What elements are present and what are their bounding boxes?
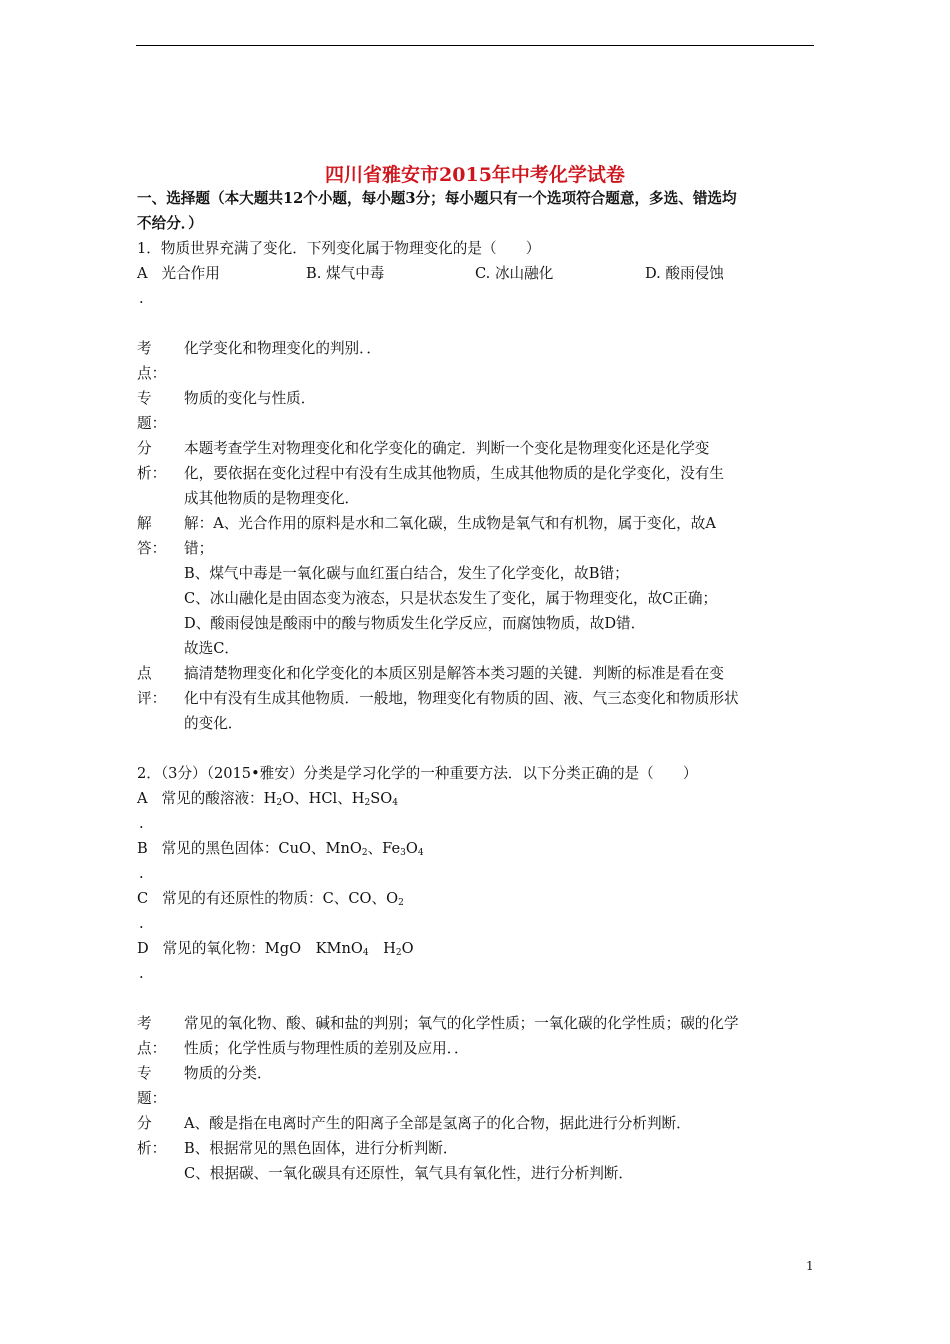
q1-zhuanti-text: 物质的变化与性质． <box>184 390 316 407</box>
q1-kaodian-label-2: 点： <box>137 365 167 382</box>
q1-jieda-line: C、冰山融化是由固态变为液态，只是状态发生了变化，属于物理变化，故C正确； <box>184 590 718 607</box>
q2-option-dot: . <box>139 815 144 832</box>
q2-stem: 2．（3分）（2015•雅安）分类是学习化学的一种重要方法．以下分类正确的是（ ） <box>137 765 698 782</box>
q1-option-a: A 光合作用 <box>137 265 220 282</box>
section-heading-line2: 不给分．） <box>137 215 203 232</box>
header-rule <box>136 45 814 46</box>
q2-fenxi-line: A、酸是指在电离时产生的阳离子全部是氢离子的化合物，据此进行分析判断． <box>184 1115 691 1132</box>
q2-kaodian-line: 常见的氧化物、酸、碱和盐的判别；氧气的化学性质；一氧化碳的化学性质；碳的化学 <box>184 1015 739 1032</box>
q1-option-d: D. 酸雨侵蚀 <box>645 265 724 282</box>
q1-fenxi-line: 本题考查学生对物理变化和化学变化的确定．判断一个变化是物理变化还是化学变 <box>184 440 710 457</box>
q1-jieda-line: 错； <box>184 540 214 557</box>
q2-option-dot: . <box>139 915 144 932</box>
q1-fenxi-label-2: 析： <box>137 465 167 482</box>
q1-fenxi-line: 化，要依据在变化过程中有没有生成其他物质，生成其他物质的是化学变化，没有生 <box>184 465 724 482</box>
page-number: 1 <box>806 1259 814 1273</box>
q1-jieda-line: 故选C． <box>184 640 239 657</box>
q2-option-a: A 常见的酸溶液：$H_2O$、HCl、$H_2SO_4$ <box>137 790 398 808</box>
q2-zhuanti-text: 物质的分类． <box>184 1065 272 1082</box>
q1-dianping-line: 的变化． <box>184 715 243 732</box>
section-heading-line1: 一、选择题（本大题共12个小题，每小题3分；每小题只有一个选项符合题意，多选、错选均 <box>137 190 737 207</box>
q1-kaodian-label-1: 考 <box>137 340 152 357</box>
q2-fenxi-label-2: 析： <box>137 1140 167 1157</box>
q1-jieda-line: 解：A、光合作用的原料是水和二氧化碳，生成物是氧气和有机物，属于变化，故A <box>184 515 716 532</box>
q2-fenxi-label-1: 分 <box>137 1115 152 1132</box>
q1-option-dot: . <box>139 290 144 307</box>
q2-kaodian-line: 性质；化学性质与物理性质的差别及应用．． <box>184 1040 469 1057</box>
page-title: 四川省雅安市2015年中考化学试卷 <box>325 164 625 186</box>
q1-dianping-line: 搞清楚物理变化和化学变化的本质区别是解答本类习题的关键．判断的标准是看在变 <box>184 665 724 682</box>
q1-dianping-label-1: 点 <box>137 665 152 682</box>
q1-jieda-label-2: 答： <box>137 540 167 557</box>
q1-stem: 1．物质世界充满了变化．下列变化属于物理变化的是（ ） <box>137 240 541 257</box>
q1-kaodian-text: 化学变化和物理变化的判别．． <box>184 340 382 357</box>
q2-kaodian-label-2: 点： <box>137 1040 167 1057</box>
q2-option-d: D 常见的氧化物：MgO KMnO$_4$ $H_2O$ <box>137 940 414 958</box>
q1-jieda-line: D、酸雨侵蚀是酸雨中的酸与物质发生化学反应，而腐蚀物质，故D错． <box>184 615 646 632</box>
q1-dianping-line: 化中有没有生成其他物质．一般地，物理变化有物质的固、液、气三态变化和物质形状 <box>184 690 739 707</box>
q2-fenxi-line: B、根据常见的黑色固体，进行分析判断． <box>184 1140 458 1157</box>
q1-dianping-label-2: 评： <box>137 690 167 707</box>
q2-zhuanti-label-1: 专 <box>137 1065 152 1082</box>
q1-zhuanti-label-1: 专 <box>137 390 152 407</box>
q1-fenxi-line: 成其他物质的是物理变化． <box>184 490 360 507</box>
q2-fenxi-line: C、根据碳、一氧化碳具有还原性，氧气具有氧化性，进行分析判断． <box>184 1165 633 1182</box>
q1-option-b: B. 煤气中毒 <box>306 265 385 282</box>
q2-option-dot: . <box>139 965 144 982</box>
q1-jieda-line: B、煤气中毒是一氧化碳与血红蛋白结合，发生了化学变化，故B错； <box>184 565 629 582</box>
q1-jieda-label-1: 解 <box>137 515 152 532</box>
q2-kaodian-label-1: 考 <box>137 1015 152 1032</box>
q2-option-b: B 常见的黑色固体：CuO、MnO$_2$、$Fe_3O_4$ <box>137 840 424 858</box>
q2-zhuanti-label-2: 题： <box>137 1090 167 1107</box>
q1-option-c: C. 冰山融化 <box>475 265 554 282</box>
q2-option-c: C 常见的有还原性的物质：C、CO、$O_2$ <box>137 890 404 908</box>
q2-option-dot: . <box>139 865 144 882</box>
q1-zhuanti-label-2: 题： <box>137 415 167 432</box>
q1-fenxi-label-1: 分 <box>137 440 152 457</box>
